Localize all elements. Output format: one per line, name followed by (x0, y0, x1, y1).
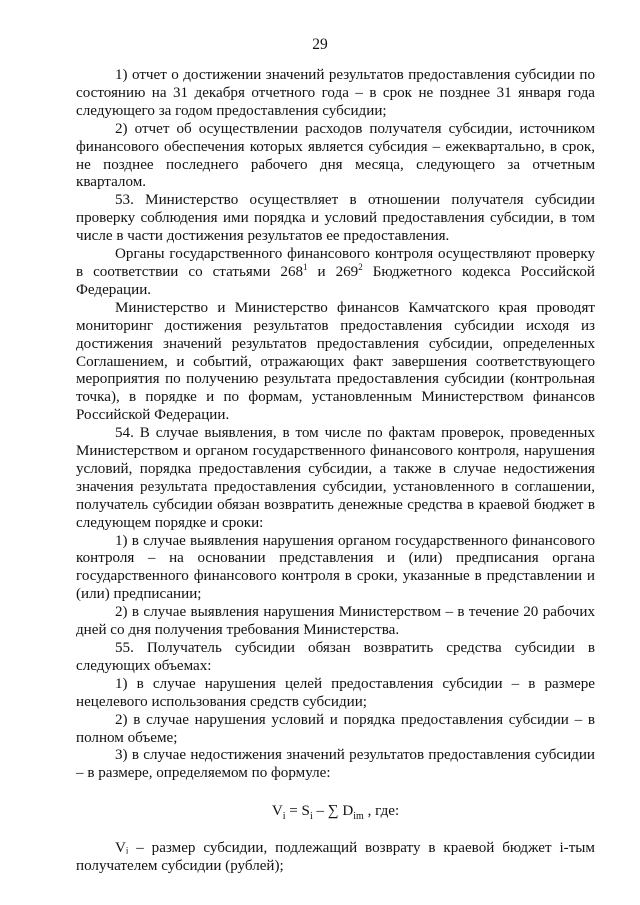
text-segment: и 269 (307, 263, 359, 280)
paragraph-financial-control (76, 246, 595, 300)
formula-subscript: i (309, 811, 313, 823)
formula-part: V (271, 803, 283, 820)
paragraph-clause-54: 54. В случае выявления, в том числе по фактам проверок, проведенных Министерством и органом государственного финансового контроля, нарушения условий, порядка предоставления субсидии, а также в случае недостижения значения результата предоставления субсидии, установленного в соглашении, получатель субсидии обязан возвратить денежные средства в краевой бюджет в следующем порядке и сроки: (76, 425, 595, 531)
text-segment: Бюджетного кодекса Российской Федерации. (76, 263, 595, 298)
formula-part: – ∑ D (312, 803, 354, 820)
paragraph-report-results: 1) отчет о достижении значений результатов предоставления субсидии по состоянию на 31 декабря отчетного года – в срок не позднее 31 января года следующего за годом предоставления субсидии; (76, 67, 595, 119)
paragraph-report-expenses: 2) отчет об осуществлении расходов получателя субсидии, источником финансового обеспечения которых является субсидия – ежеквартально, в срок, не позднее последнего рабочего дня месяца, следующего за отчетным кварталом. (76, 120, 595, 191)
paragraph-conditions-violation: 2) в случае нарушения условий и порядка предоставления субсидии – в полном объеме; (76, 711, 595, 746)
formula (76, 803, 595, 821)
formula-part: = S (285, 803, 310, 820)
paragraph-clause-55: 55. Получатель субсидии обязан возвратить средства субсидии в следующих объемах: (76, 640, 595, 674)
superscript: 1 (303, 261, 308, 272)
superscript: 2 (358, 261, 363, 272)
text-segment: Органы государственного финансового контроля осуществляют проверку в соответствии со статьями 268 (76, 246, 595, 280)
document-body (76, 67, 595, 876)
paragraph-control-violation: 1) в случае выявления нарушения органом государственного финансового контроля – на основании представления и (или) предписания органа государственного финансового контроля в сроки, указанные в представлении и (или) предписании; (76, 532, 595, 603)
paragraph-clause-53: 53. Министерство осуществляет в отношении получателя субсидии проверку соблюдения ими порядка и условий предоставления субсидии, в том числе в части достижения результатов ее предоставления. (76, 192, 595, 245)
formula-subscript: i (282, 811, 286, 823)
paragraph-definition-vi: Vᵢ – размер субсидии, подлежащий возврату в краевой бюджет i-тым получателем субсидии (рублей); (76, 840, 595, 875)
paragraph-monitoring: Министерство и Министерство финансов Камчатского края проводят мониторинг достижения результатов предоставления субсидии исходя из достижения значений результатов предоставления субсидии, определенных Соглашением, и событий, отражающих факт завершения соответствующего мероприятия по получению результата предоставления субсидии (контрольная точка), в порядке и по формам, установленным Министерством финансов Российской Федерации. (76, 299, 595, 424)
paragraph-non-achievement: 3) в случае недостижения значений результатов предоставления субсидии – в размере, определяемом по формуле: (76, 747, 595, 782)
formula-subscript: im (353, 811, 364, 823)
formula-part: , где: (363, 803, 400, 820)
page-number: 29 (312, 36, 328, 53)
paragraph-purpose-violation: 1) в случае нарушения целей предоставления субсидии – в размере нецелевого использования средств субсидии; (76, 675, 595, 710)
paragraph-ministry-violation: 2) в случае выявления нарушения Министерством – в течение 20 рабочих дней со дня получения требования Министерства. (76, 604, 595, 639)
